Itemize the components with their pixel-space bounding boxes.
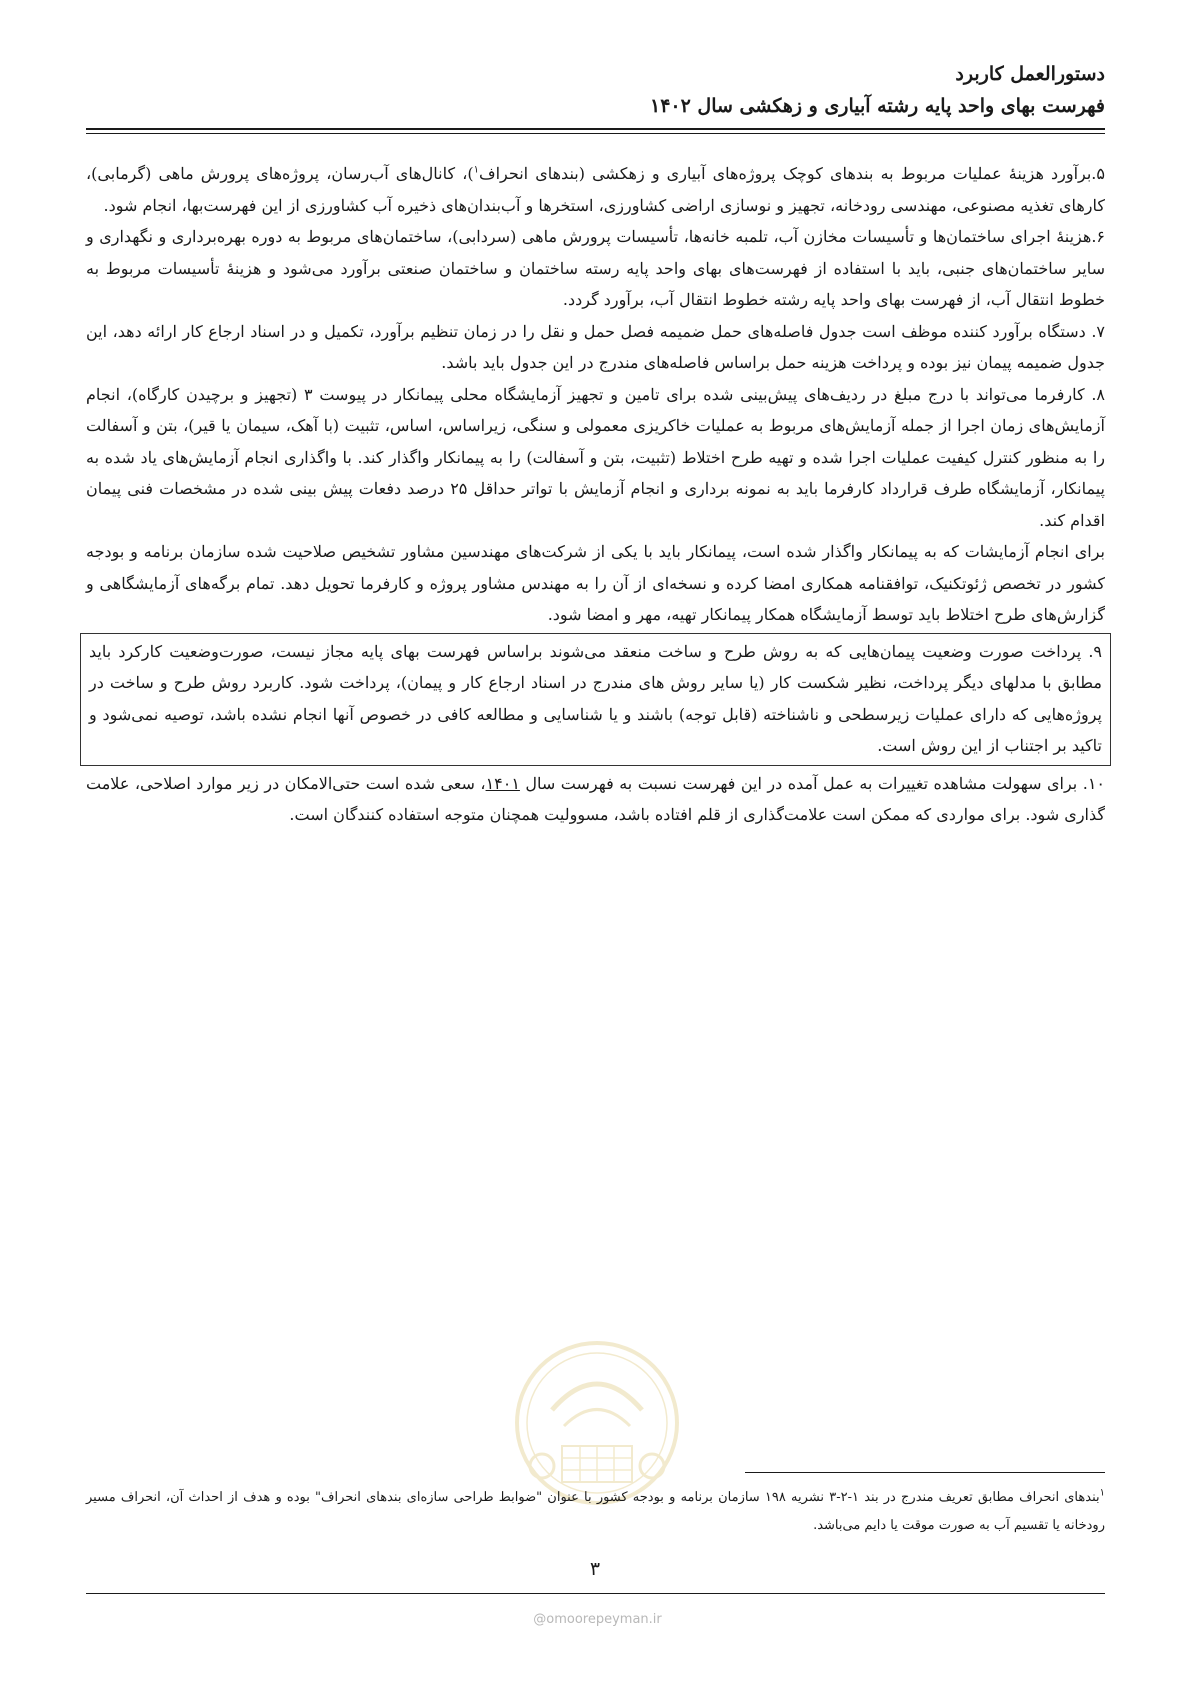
paragraph-5-text-a: ۵.برآورد هزینهٔ عملیات مربوط به بندهای کوچک پروژه‌های آبیاری و زهکشی (بندهای انحراف <box>479 164 1105 183</box>
paragraph-10 <box>86 768 1105 831</box>
paragraph-8: ۸. کارفرما می‌تواند با درج مبلغ در ردیف‌های پیش‌بینی شده برای تامین و تجهیز آزمایشگاه محلی پیمانکار در پیوست ۳ (تجهیز و برچیدن کارگاه)، انجام آزمایش‌های زمان اجرا از جمله آزمایش‌های مربوط به عملیات خاکریزی معمولی و سنگی، زیراساس، اساس، تثبیت (با آهک، سیمان یا قیر)، بتن و آسفالت را به منظور کنترل کیفیت عملیات اجرا شده و تهیه طرح اختلاط (تثبیت، بتن و آسفالت) را به پیمانکار واگذار کند. با واگذاری انجام آزمایش‌های یاد شده به پیمانکار، آزمایشگاه طرف قرارداد کارفرما باید به نمونه برداری و انجام آزمایش با تواتر حداقل ۲۵ درصد دفعات پیش بینی شده در مشخصات فنی پیمان اقدام کند. <box>86 384 1106 530</box>
footer-rule <box>86 1593 1105 1594</box>
omoore-peyman-logo-icon <box>512 1338 682 1508</box>
header-rule-thin <box>86 133 1105 134</box>
footnote <box>86 1484 1105 1540</box>
paragraph-5 <box>86 158 1105 221</box>
page-header <box>86 58 1105 122</box>
footnote-reference: ۱ <box>473 164 479 176</box>
paragraph-10-year: ۱۴۰۱ <box>485 773 520 793</box>
header-rule-thick <box>86 128 1105 130</box>
boxed-note <box>80 633 1111 766</box>
footnote-rule <box>745 1472 1105 1473</box>
page-number: ۳ <box>589 1558 601 1580</box>
watermark-url: @omoorepeyman.ir <box>533 1612 662 1627</box>
paragraph-10-text-a: ۱۰. برای سهولت مشاهده تغییرات به عمل آمده در این فهرست نسبت به فهرست سال <box>519 773 1105 793</box>
paragraph-7: ۷. دستگاه برآورد کننده موظف است جدول فاصله‌های حمل ضمیمه فصل حمل و نقل را در زمان تنظیم برآورد، تکمیل و در اسناد ارجاع کار ارائه دهد، این جدول ضمیمه پیمان نیز بوده و پرداخت هزینه حمل براساس فاصله‌های مندرج در این جدول باید باشد. <box>86 321 1105 372</box>
paragraph-9: ۹. پرداخت صورت وضعیت پیمان‌هایی که به روش طرح و ساخت منعقد می‌شوند براساس فهرست بهای پایه مجاز نیست، صورت‌وضعیت کارکرد باید مطابق با مدلهای دیگر پرداخت، نظیر شکست کار (یا سایر روش های مندرج در اسناد ارجاع کار و پیمان)، پرداخت شود. کاربرد روش طرح و ساخت در پروژه‌هایی که دارای عملیات زیرسطحی و ناشناخته (قابل توجه) باشند و یا شناسایی و مطالعه کافی در خصوص آنها انجام نشده باشد، توصیه نمی‌شود و تاکید بر اجتناب از این روش است. <box>89 641 1102 755</box>
document-body <box>86 158 1105 831</box>
footnote-text: بندهای انحراف مطابق تعریف مندرج در بند ۱-۲-۳ نشریه ۱۹۸ سازمان برنامه و بودجه کشور با عنوان "ضوابط طراحی سازه‌ای بندهای انحراف" بوده و هدف از احداث آن، انحراف مسیر رودخانه یا تقسیم آب به صورت موقت یا دایم می‌باشد. <box>86 1490 1105 1533</box>
paragraph-5-text-b: )، کانال‌های آب‌رسان، پروژه‌های پرورش ماهی (گرمابی)، کارهای تغذیه مصنوعی، مهندسی رودخانه، تجهیز و نوسازی اراضی کشاورزی، استخرها و آب‌بندان‌های ذخیره آب کشاورزی از این فهرست‌بها، انجام شود. <box>86 164 1105 215</box>
paragraph-8-continued: برای انجام آزمایشات که به پیمانکار واگذار شده است، پیمانکار باید با یکی از شرکت‌های مهندسین مشاور تشخیص صلاحیت شده سازمان برنامه و بودجه کشور در تخصص ژئوتکنیک، توافقنامه همکاری امضا کرده و نسخه‌ای از آن را به مهندس مشاور پروژه و کارفرما تحویل دهد. تمام برگه‌های آزمایشگاهی و گزارش‌های طرح اختلاط باید توسط آزمایشگاه همکار پیمانکار تهیه، مهر و امضا شود. <box>86 542 1105 624</box>
footnote-marker: ۱ <box>1099 1487 1105 1499</box>
header-subtitle: فهرست بهای واحد پایه رشته آبیاری و زهکشی سال ۱۴۰۲ <box>649 95 1105 117</box>
header-title: دستورالعمل کاربرد <box>955 63 1105 85</box>
paragraph-10-text-b: ، سعی شده است حتی‌الامکان در زیر موارد اصلاحی، علامت گذاری شود. برای مواردی که ممکن است علامت‌گذاری از قلم افتاده باشد، مسوولیت همچنان متوجه استفاده کنندگان است. <box>86 773 1105 824</box>
paragraph-6: ۶.هزینهٔ اجرای ساختمان‌ها و تأسیسات مخازن آب، تلمبه خانه‌ها، تأسیسات پرورش ماهی (سردابی)، ساختمان‌های مربوط به دوره بهره‌برداری و نگهداری و سایر ساختمان‌های جنبی، باید با استفاده از فهرست‌های بهای واحد پایه رسته ساختمان و ساختمان صنعتی برآورد می‌شود و هزینهٔ تأسیسات مربوط به خطوط انتقال آب، از فهرست بهای واحد پایه رشته خطوط انتقال آب، برآورد گردد. <box>86 227 1105 309</box>
